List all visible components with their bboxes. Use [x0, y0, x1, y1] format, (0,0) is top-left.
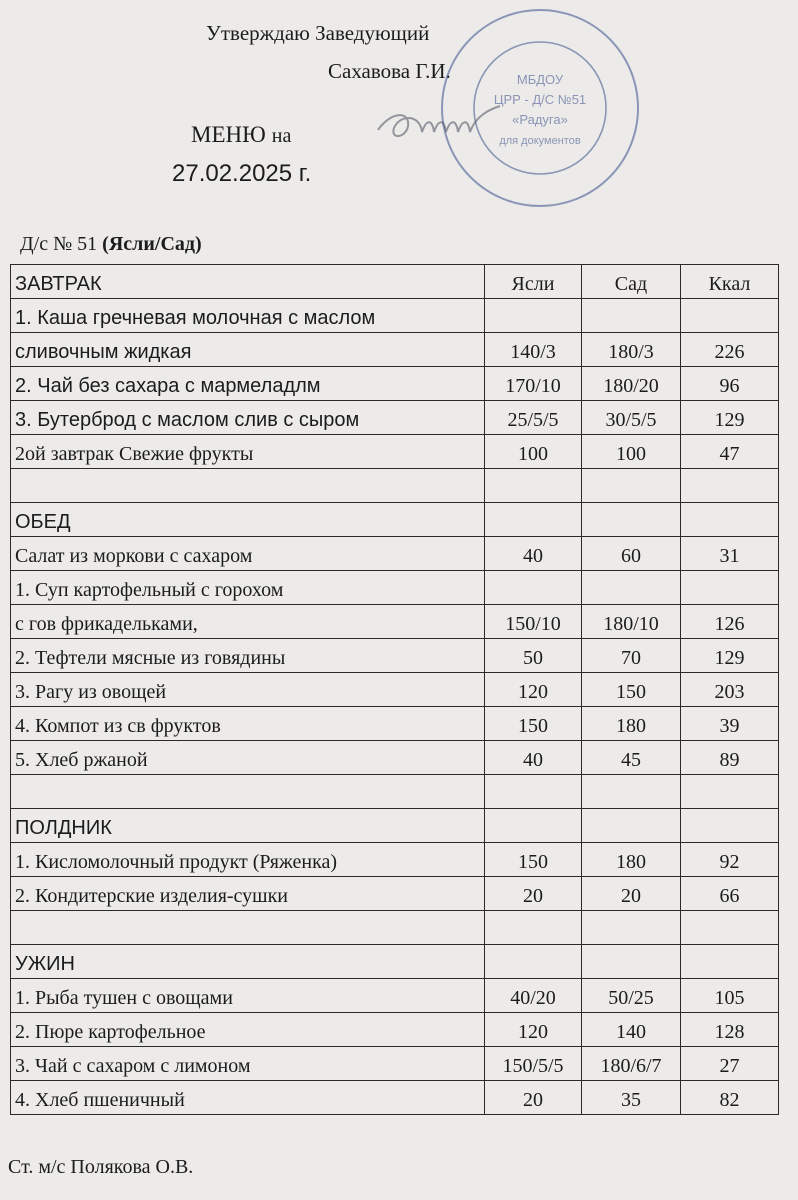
dish-name-cell: сливочным жидкая: [11, 333, 485, 367]
table-row: [11, 571, 779, 605]
sad-cell: 60: [582, 537, 681, 571]
sad-cell: [582, 503, 681, 537]
dish-name-cell: ПОЛДНИК: [11, 809, 485, 843]
sad-cell: [582, 911, 681, 945]
sad-cell: [582, 809, 681, 843]
section-row: [11, 503, 779, 537]
kcal-cell: 47: [681, 435, 779, 469]
table-row: [11, 401, 779, 435]
kcal-cell: 129: [681, 401, 779, 435]
yasli-cell: [485, 571, 582, 605]
yasli-cell: [485, 945, 582, 979]
sad-cell: 180/3: [582, 333, 681, 367]
kcal-cell: [681, 945, 779, 979]
table-row: [11, 333, 779, 367]
sad-cell: 180/6/7: [582, 1047, 681, 1081]
table-row: [11, 673, 779, 707]
menu-on: на: [271, 125, 292, 147]
kcal-cell: 31: [681, 537, 779, 571]
yasli-cell: 150/10: [485, 605, 582, 639]
yasli-cell: [485, 503, 582, 537]
dish-name-cell: 5. Хлеб ржаной: [11, 741, 485, 775]
kcal-cell: 128: [681, 1013, 779, 1047]
yasli-cell: Ясли: [485, 265, 582, 299]
dish-name-cell: ЗАВТРАК: [11, 265, 485, 299]
yasli-cell: 150: [485, 707, 582, 741]
sad-cell: [582, 571, 681, 605]
yasli-cell: 140/3: [485, 333, 582, 367]
dish-name-cell: 2. Тефтели мясные из говядины: [11, 639, 485, 673]
sad-cell: 180/10: [582, 605, 681, 639]
group-names: (Ясли/Сад): [102, 233, 202, 255]
section-row: [11, 809, 779, 843]
kcal-cell: 89: [681, 741, 779, 775]
menu-title: [191, 122, 291, 148]
yasli-cell: [485, 469, 582, 503]
sad-cell: Сад: [582, 265, 681, 299]
table-row: [11, 537, 779, 571]
menu-date: 27.02.2025 г.: [172, 160, 312, 187]
blank-row: [11, 775, 779, 809]
dish-name-cell: 1. Каша гречневая молочная с маслом: [11, 299, 485, 333]
approver-name: Сахавова Г.И.: [328, 59, 451, 83]
table-row: [11, 435, 779, 469]
sad-cell: 180: [582, 707, 681, 741]
sad-cell: 180/20: [582, 367, 681, 401]
table-row: [11, 299, 779, 333]
sad-cell: 30/5/5: [582, 401, 681, 435]
kcal-cell: [681, 809, 779, 843]
table-row: [11, 707, 779, 741]
kcal-cell: [681, 571, 779, 605]
table-row: [11, 843, 779, 877]
yasli-cell: 100: [485, 435, 582, 469]
table-row: [11, 741, 779, 775]
yasli-cell: 150: [485, 843, 582, 877]
yasli-cell: [485, 911, 582, 945]
kcal-cell: 82: [681, 1081, 779, 1115]
yasli-cell: [485, 299, 582, 333]
yasli-cell: 120: [485, 673, 582, 707]
kcal-cell: Ккал: [681, 265, 779, 299]
sad-cell: 100: [582, 435, 681, 469]
sad-cell: [582, 775, 681, 809]
dish-name-cell: 3. Рагу из овощей: [11, 673, 485, 707]
approval-title: Утверждаю Заведующий: [206, 21, 430, 45]
yasli-cell: 20: [485, 877, 582, 911]
dish-name-cell: [11, 469, 485, 503]
dish-name-cell: 1. Рыба тушен с овощами: [11, 979, 485, 1013]
kcal-cell: 129: [681, 639, 779, 673]
sad-cell: 35: [582, 1081, 681, 1115]
table-row: [11, 367, 779, 401]
yasli-cell: 40: [485, 537, 582, 571]
table-row: [11, 639, 779, 673]
yasli-cell: 150/5/5: [485, 1047, 582, 1081]
dish-name-cell: 1. Кисломолочный продукт (Ряженка): [11, 843, 485, 877]
blank-row: [11, 469, 779, 503]
kcal-cell: 92: [681, 843, 779, 877]
dish-name-cell: Салат из моркови с сахаром: [11, 537, 485, 571]
table-row: [11, 605, 779, 639]
sad-cell: [582, 469, 681, 503]
sad-cell: 140: [582, 1013, 681, 1047]
sad-cell: [582, 945, 681, 979]
table-row: [11, 1047, 779, 1081]
kcal-cell: 27: [681, 1047, 779, 1081]
sad-cell: 150: [582, 673, 681, 707]
kcal-cell: 66: [681, 877, 779, 911]
signature: [370, 92, 520, 162]
dish-name-cell: ОБЕД: [11, 503, 485, 537]
dish-name-cell: с гов фрикадельками,: [11, 605, 485, 639]
nurse-signature-line: Ст. м/с Полякова О.В.: [8, 1156, 194, 1178]
yasli-cell: 20: [485, 1081, 582, 1115]
sad-cell: 50/25: [582, 979, 681, 1013]
dish-name-cell: 2. Кондитерские изделия-сушки: [11, 877, 485, 911]
menu-table: [10, 264, 779, 1115]
dish-name-cell: [11, 911, 485, 945]
dish-name-cell: 1. Суп картофельный с горохом: [11, 571, 485, 605]
blank-row: [11, 911, 779, 945]
kcal-cell: [681, 299, 779, 333]
sad-cell: 70: [582, 639, 681, 673]
seal-nick: «Радуга»: [512, 112, 568, 127]
dish-name-cell: [11, 775, 485, 809]
seal-name: ЦРР - Д/С №51: [493, 92, 587, 107]
dish-name-cell: 2ой завтрак Свежие фрукты: [11, 435, 485, 469]
kindergarten-number: Д/с № 51: [20, 233, 98, 255]
kcal-cell: 203: [681, 673, 779, 707]
yasli-cell: 120: [485, 1013, 582, 1047]
kcal-cell: 126: [681, 605, 779, 639]
yasli-cell: 25/5/5: [485, 401, 582, 435]
menu-label: МЕНЮ: [191, 122, 266, 147]
dish-name-cell: 2. Пюре картофельное: [11, 1013, 485, 1047]
yasli-cell: [485, 775, 582, 809]
table-row: [11, 1081, 779, 1115]
kcal-cell: [681, 775, 779, 809]
sad-cell: 180: [582, 843, 681, 877]
kcal-cell: 105: [681, 979, 779, 1013]
section-row: [11, 945, 779, 979]
dish-name-cell: 3. Бутерброд с маслом слив с сыром: [11, 401, 485, 435]
section-row: [11, 265, 779, 299]
table-row: [11, 877, 779, 911]
dish-name-cell: 4. Компот из св фруктов: [11, 707, 485, 741]
sad-cell: 45: [582, 741, 681, 775]
kcal-cell: 96: [681, 367, 779, 401]
sad-cell: 20: [582, 877, 681, 911]
yasli-cell: 40/20: [485, 979, 582, 1013]
yasli-cell: 50: [485, 639, 582, 673]
kcal-cell: 226: [681, 333, 779, 367]
yasli-cell: [485, 809, 582, 843]
kcal-cell: [681, 503, 779, 537]
kcal-cell: [681, 469, 779, 503]
seal-org: МБДОУ: [516, 72, 564, 87]
dish-name-cell: 3. Чай с сахаром с лимоном: [11, 1047, 485, 1081]
seal-purpose: для документов: [499, 135, 581, 147]
kcal-cell: 39: [681, 707, 779, 741]
kindergarten-line: [20, 233, 202, 256]
yasli-cell: 170/10: [485, 367, 582, 401]
table-row: [11, 1013, 779, 1047]
yasli-cell: 40: [485, 741, 582, 775]
dish-name-cell: 2. Чай без сахара с мармеладлм: [11, 367, 485, 401]
kcal-cell: [681, 911, 779, 945]
sad-cell: [582, 299, 681, 333]
dish-name-cell: 4. Хлеб пшеничный: [11, 1081, 485, 1115]
dish-name-cell: УЖИН: [11, 945, 485, 979]
table-row: [11, 979, 779, 1013]
